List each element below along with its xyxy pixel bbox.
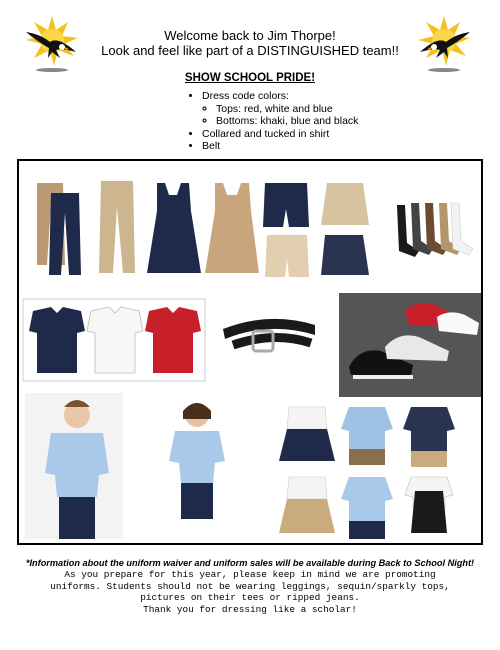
list-item-tops: ◦ Tops: red, white and blue — [216, 103, 358, 116]
dress-code-list — [188, 90, 358, 153]
polo-shirt-white — [87, 307, 143, 373]
shoes-photo — [339, 293, 481, 397]
footer — [0, 557, 500, 615]
pride-heading: SHOW SCHOOL PRIDE! — [184, 72, 316, 84]
uniform-mannequins — [341, 407, 455, 539]
welcome-header — [70, 28, 430, 58]
shorts-and-skirts — [263, 183, 369, 277]
uniform-illustrations — [19, 161, 481, 543]
boy-in-blue-shirt — [25, 393, 123, 539]
list-item-collared: • Collared and tucked in shirt — [202, 128, 358, 141]
uniform-collage — [17, 159, 483, 545]
list-item-belt: • Belt — [202, 140, 358, 153]
socks-illustration — [397, 203, 473, 257]
welcome-line: Welcome back to Jim Thorpe! — [164, 28, 336, 43]
belt-illustration — [223, 319, 315, 351]
list-item — [202, 90, 358, 128]
polo-shirt-navy — [29, 307, 85, 373]
girl-in-blue-shirt — [169, 403, 225, 519]
uniform-message: As you prepare for this year, please keep in mind we are promoting uniforms. Students should not be wearing leggings, sequin/sparkly tops, pictures on their tees or ripped jeans. Thank you for dressing like a scholar! — [50, 569, 450, 615]
jumper-dress-khaki — [205, 183, 259, 273]
dress-code-colors-label: Dress code colors: — [202, 90, 289, 102]
waiver-note: *Information about the uniform waiver and uniform sales will be available during Back to School Night! — [25, 558, 475, 568]
pants-illustration — [37, 181, 135, 275]
jumper-dress-navy — [147, 183, 201, 273]
list-item-bottoms: ◦ Bottoms: khaki, blue and black — [216, 115, 358, 128]
skirt-outfits — [279, 407, 335, 533]
team-line: Look and feel like part of a DISTINGUISHED team!! — [101, 43, 399, 58]
polo-shirt-red — [145, 307, 201, 373]
